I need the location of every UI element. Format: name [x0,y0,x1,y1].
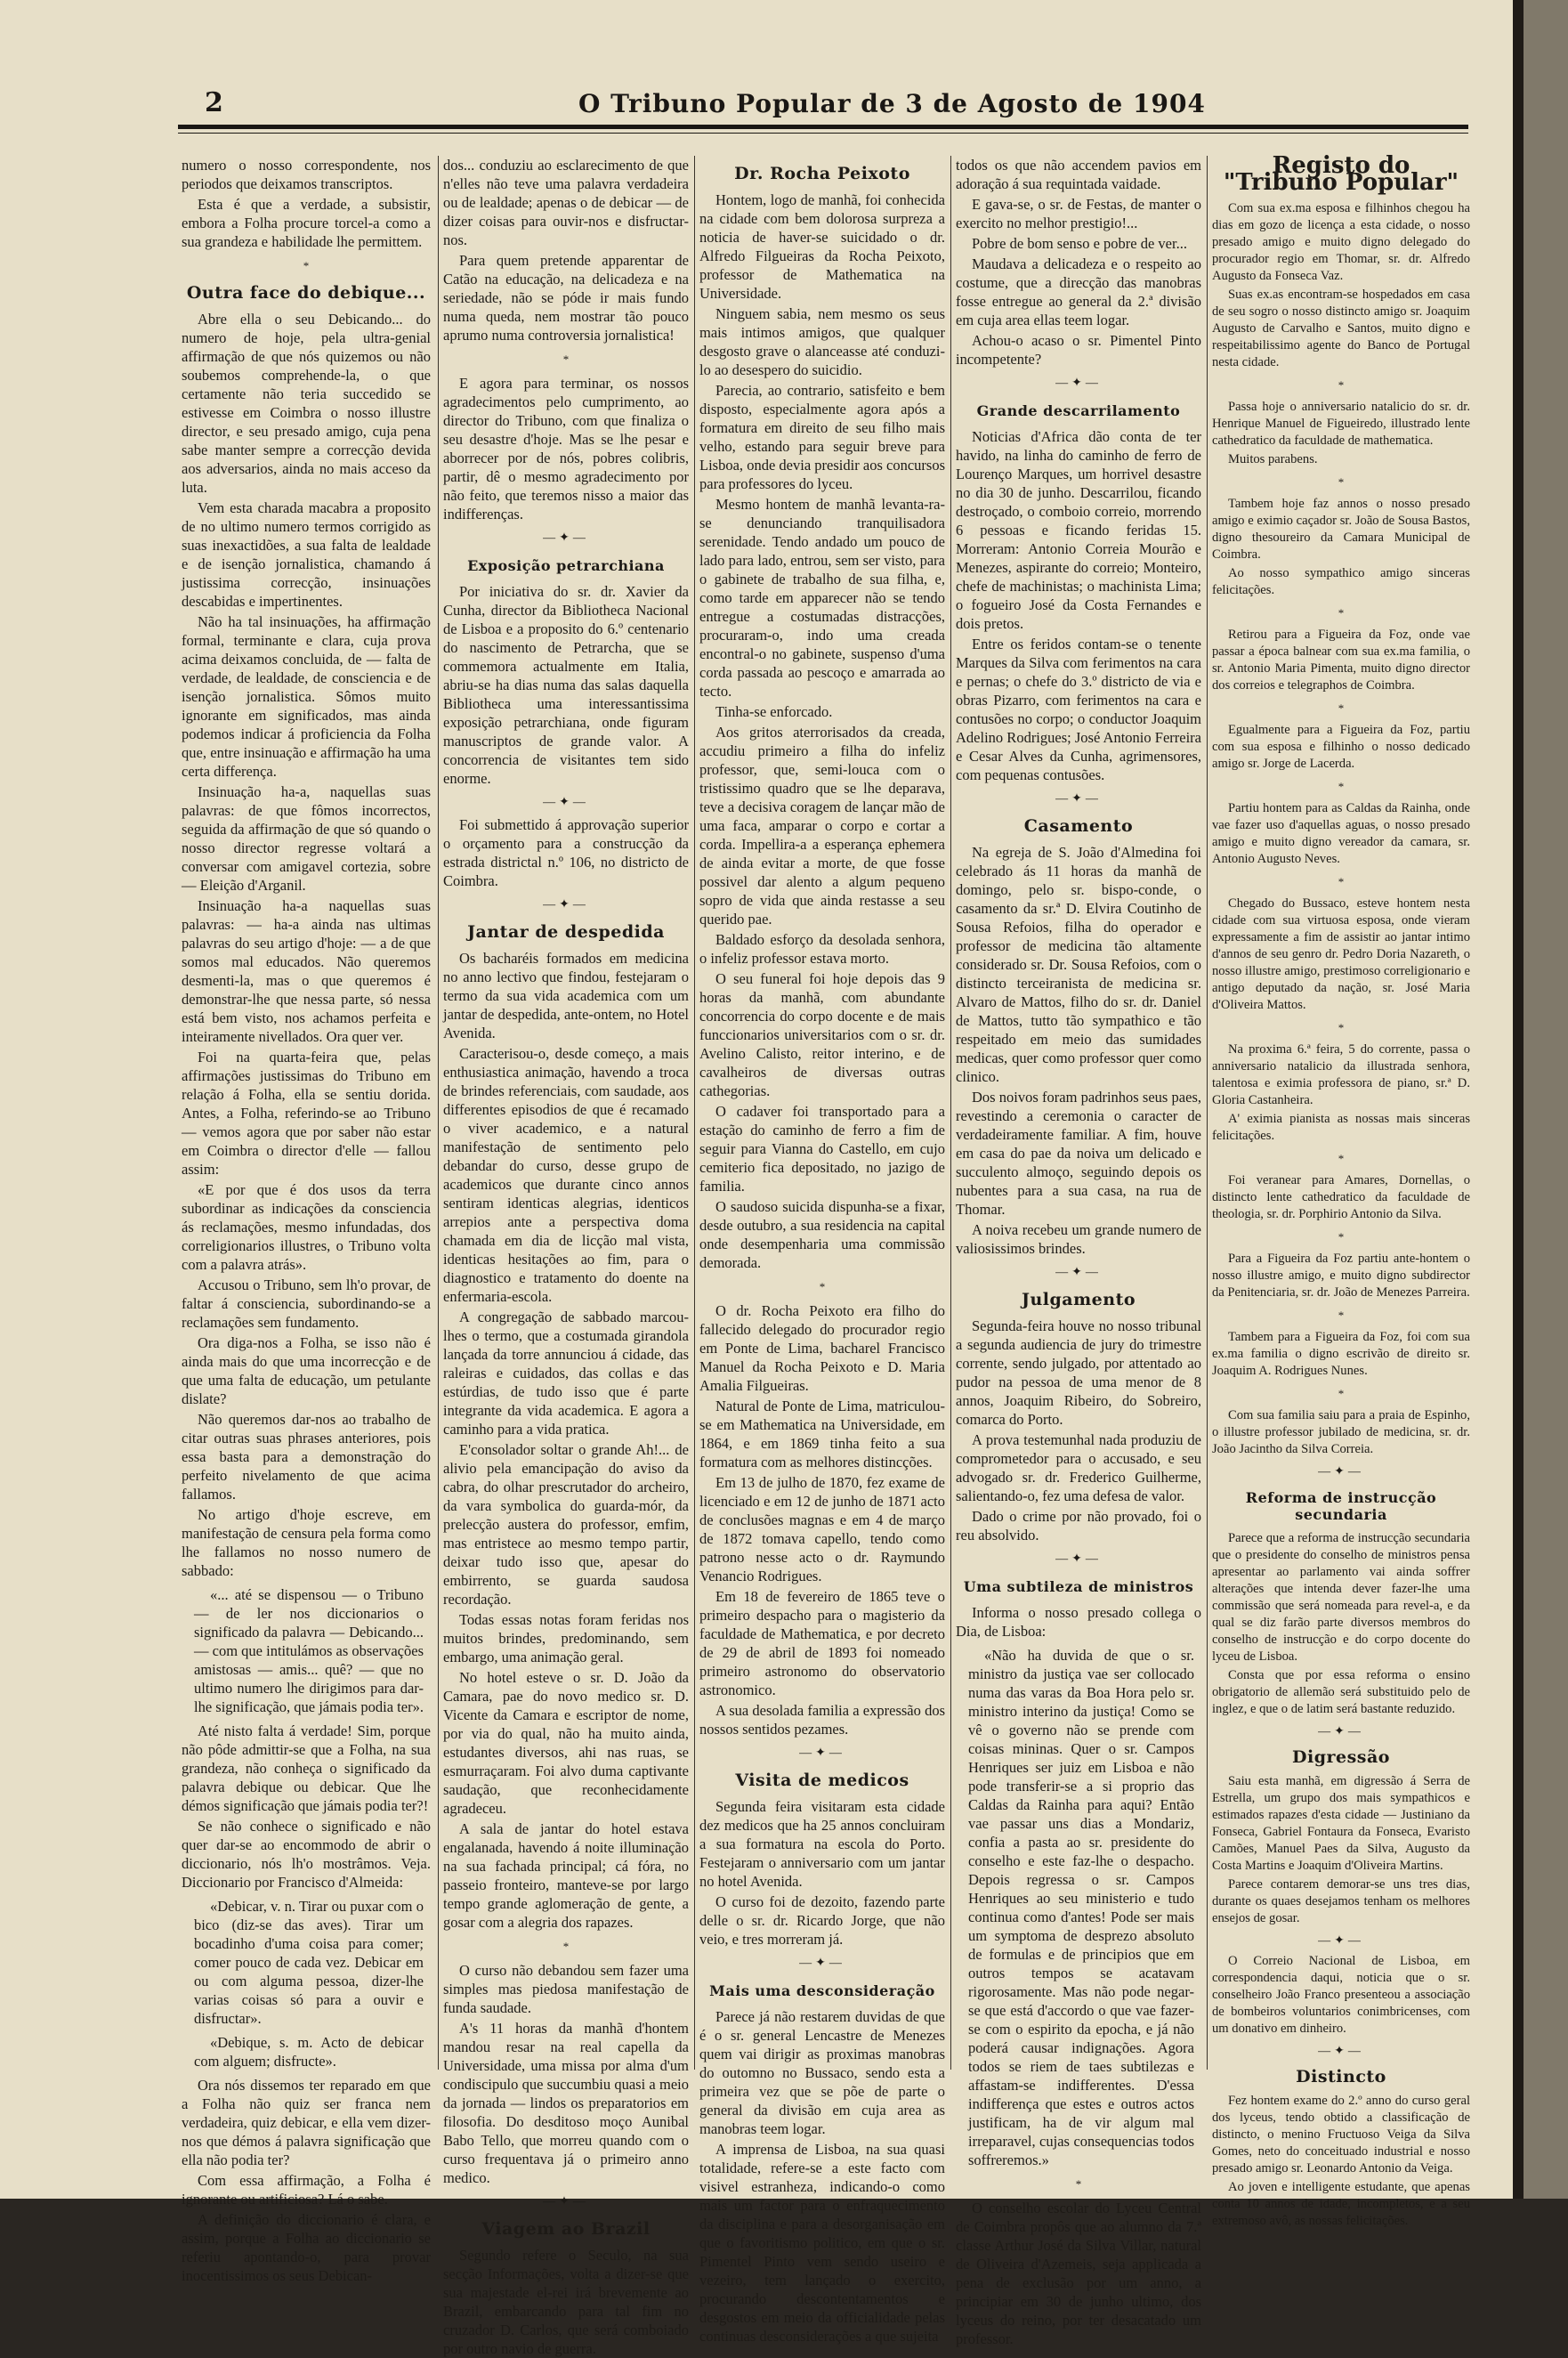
paragraph: Informa o nosso presado collega o Dia, de Lisboa: [956,1604,1201,1640]
masthead [178,87,1477,123]
quote: «... até se dispensou — o Tribuno — de ler nos diccionarios o significado da palavra — Debicando... — com que intitulámos as observações amistosas — amis... quê? — que no ultimo numero lhe dirigimos para dar-lhe significação, que jámais podia ter». [194,1586,424,1715]
paragraph: Noticias d'Africa dão conta de ter havido, na linha do caminho de ferro de Lourenço Marques, um horrivel desastre no dia 30 de junho. Descarrilou, ficando destroçado, o comboio correio, morrendo 6 pessoas e ficando feridas 15. Morreram: Antonio Correia Mourão e Menezes, aspirante do correio; Monteiro, chefe de machinistas; o machinista Lima; o fogueiro José da Costa Fernandes e dois pretos. [956,428,1201,632]
paragraph: Parece que a reforma de instrucção secundaria que o presidente do conselho de ministros pensa apresentar ao parlamento vai ainda soffrer alterações que intenda dever fazer-lhe uma commissão que será nomeada para revel-a, e da qual se diz farão parte diversos membros do conselho de instrucção e do corpo docente do lyceu de Lisboa. [1212,1531,1470,1664]
paragraph: Mesmo hontem de manhã levanta-ra-se denunciando tranquilisadora serenidade. Tendo andado um pouco de lado para lado, entrou, sem ser visto, para o gabinete de trabalho de sua filha, e, como tarde em apparecer não se tendo entregue a costumadas distracções, procuraram-o, indo uma creada encontral-o no gabinete, suspenso d'uma corda passada ao pescoço e amarrada ao tecto. [699,496,945,700]
separator-star: * [562,352,570,366]
column-2 [443,156,689,2357]
ornament-divider: —✦— [1318,1934,1364,1948]
paragraph: Foi submettido á approvação superior o orçamento para a construcção da estrada districtal n.º 106, no districto de Coimbra. [443,816,689,889]
paragraph: Insinuação ha-a, naquellas suas palavras: de que fômos incorrectos, seguida da affirmação de que só quando o nosso director regresse voltará a conversar com amigavel cortezia, sobre — Eleição d'Arganil. [182,783,431,894]
paragraph: Caracterisou-o, desde começo, a mais enthusiastica animação, havendo a troca de brindes referenciais, com saudade, aos differentes episodios de que é recamado o viver academico, e a natural manifestação de sentimento pelo debandar do curso, desse grupo de academicos que durante cinco annos sentiram identicas alegrias, identicos arrepios ante a perspectiva doma chamada em dia de licção mal vista, identicas hesitações ao fim, para o diagnostico e tratamento do doente na enfermaria-escola. [443,1045,689,1305]
paragraph: Até nisto falta á verdade! Sim, porque não pôde admittir-se que a Folha, na sua grandeza, não conheça o significado da palavra debique ou debicar. Que lhe démos significação que jámais podia ter?! [182,1722,431,1814]
paragraph: O conselho escolar do Lyceu Central de Coimbra propôs que ao alumno da 7.ª classe Arthur José da Silva Villar, natural de Oliveira d'Azemeis, seja applicada a pena de exclusão por um anno, a principiar em 30 de junho ultimo, dos lyceus do reino, por ter desacatado um professor. [956,2200,1201,2347]
paragraph: Parecia, ao contrario, satisfeito e bem disposto, especialmente agora após a formatura em direito de seu filho mais velho, estando para seguir breve para Lisboa, onde devia presidir aos concursos para professores do lyceu. [699,382,945,492]
separator-star: * [1338,701,1345,715]
paragraph: Fez hontem exame do 2.º anno do curso geral dos lyceus, tendo obtido a classificação de distincto, o menino Fructuoso Veiga da Silva Gomes, neto do conceituado industrial e nosso presado amigo sr. Leonardo Antonio da Veiga. [1212,2094,1470,2176]
section-title: Exposição petrarchiana [467,557,665,574]
paragraph: Não ha tal insinuações, ha affirmação formal, terminante e clara, cuja prova acima deixamos concluida, de — falta de verdade, de lealdade, de consciencia e de isenção jornalistica. Sômos muito ignorante em significados, mas ainda podemos indicar á proficiencia da Folha que, entre insinuação e affirmação ha uma certa differença. [182,613,431,780]
paragraph: Segunda-feira houve no nosso tribunal a segunda audiencia de jury do trimestre corrente, sendo julgado, por attentado ao pudor na pessoa de uma menor de 8 annos, Joaquim Ribeiro, do Sobreiro, comarca do Porto. [956,1317,1201,1428]
paragraph: dos... conduziu ao esclarecimento de que n'elles não teve uma palavra verdadeira ou de lealdade; apenas o de debicar — de dizer coisas para ouvir-nos e disfructar-nos. [443,157,689,248]
paragraph: Se não conhece o significado e não quer dar-se ao encommodo de abrir o diccionario, nós lh'o mostrâmos. Veja. Diccionario por Francisco d'Almeida: [182,1818,431,1891]
paragraph: Ninguem sabia, nem mesmo os seus mais intimos amigos, que qualquer desgosto grave o alanceasse até conduzi-lo ao desespero do suicidio. [699,305,945,378]
paragraph: Muitos parabens. [1228,452,1318,466]
paragraph: Ao joven e intelligente estudante, que apenas conta 10 annos de idade, incompletos, e a seu extremoso avô, as nossas felicitações. [1212,2180,1470,2228]
paragraph: Em 18 de fevereiro de 1865 teve o primeiro despacho para o magisterio da faculdade de Mathematica, e por decreto de 29 de abril de 1893 foi nomeado primeiro astronomo do observatorio astronomico. [699,1588,945,1698]
paragraph: No hotel esteve o sr. D. João da Camara, pae do novo medico sr. D. Vicente da Camara e escriptor de nome, por via do qual, não ha muito ainda, estudantes diversos, ahi nas ruas, se esmurraçaram. Foi alvo duma captivante saudação, que reconhecidamente agradeceu. [443,1669,689,1817]
paragraph: E agora para terminar, os nossos agradecimentos pelo cumprimento, ao director do Tribuno, com que finaliza o seu desastre d'hoje. Mas se lhe pesar e aborrecer por de nós, pobres colibris, partir, dê o mesmo agradecimento por não feito, que teremos nisso a maior das indifferenças. [443,375,689,523]
paragraph: Vem esta charada macabra a proposito de no ultimo numero termos corrigido as suas inexactidões, a sua falta de lealdade e de isenção jornalistica, chamando á justissima correcção, insinuações descabidas e impertinentes. [182,499,431,610]
adjacent-page-strip [1524,0,1568,2199]
ornament-divider: —✦— [799,1957,845,1970]
paragraph: A congregação de sabbado marcou-lhes o termo, que a costumada girandola lançada da torre annunciou á cidade, das raleiras e cuidados, das collas e das estúrdias, de tudo isso que é parte integrante da vida academica. E agora a caminho para a vida pratica. [443,1309,689,1438]
paragraph: Ora nós dissemos ter reparado em que a Folha não quiz ser franca nem verdadeira, quiz debicar, e ella vem dizer-nos que démos á palavra significação que ella não podia ter? [182,2077,431,2168]
paragraph: O curso não debandou sem fazer uma simples mas piedosa manifestação de funda saudade. [443,1962,689,2016]
section-title: Casamento [1023,816,1134,836]
paragraph: A' eximia pianista as nossas mais sinceras felicitações. [1212,1112,1470,1143]
paragraph: A sala de jantar do hotel estava engalanada, havendo á noite illuminação na sua fachada principal; cá fóra, no passeio fronteiro, manteve-se por largo tempo grande aglomeração de gente, a gosar com a alegria dos rapazes. [443,1820,689,1931]
section-title: Julgamento [1021,1290,1136,1309]
paragraph: Tambem para a Figueira da Foz, foi com sua ex.ma familia o digno escrivão de direito sr. Joaquim A. Rodrigues Nunes. [1212,1330,1470,1378]
separator-star: * [1338,378,1345,392]
ornament-divider: —✦— [1055,792,1102,806]
paragraph: Os bacharéis formados em medicina no anno lectivo que findou, festejaram o termo da sua vida academica com um jantar de despedida, ante-ontem, no Hotel Avenida. [443,950,689,1041]
paragraph: E gava-se, o sr. de Festas, de manter o exercito no melhor prestigio!... [956,196,1201,231]
paragraph: Não queremos dar-nos ao trabalho de citar outras suas phrases anteriores, pois essa basta para a demonstração do perfeito nivelamento de que acima fallamos. [182,1411,431,1503]
paragraph: Achou-o acaso o sr. Pimentel Pinto incompetente? [956,332,1201,368]
paragraph: todos os que não accendem pavios em adoração á sua requintada vaidade. [956,157,1201,192]
ornament-divider: —✦— [543,2195,589,2208]
paragraph: Ao nosso sympathico amigo sinceras felicitações. [1212,566,1470,597]
paragraph: Com sua familia saiu para a praia de Espinho, o illustre professor jubilado de medicina, sr. dr. João Jacintho da Silva Correia. [1212,1408,1470,1456]
paragraph: Dos noivos foram padrinhos seus paes, revestindo a ceremonia o caracter de verdadeiramente familiar. A fim, houve em casa do pae da noiva um delicado e succulento almoço, seguindo depois os nubentes para a sua casa, na rua de Thomar. [956,1089,1201,1218]
paragraph: Retirou para a Figueira da Foz, onde vae passar a época balnear com sua ex.ma familia, o sr. Antonio Maria Pimenta, muito digno director dos correios e telegraphos de Coimbra. [1212,628,1470,693]
paragraph: Saiu esta manhã, em digressão á Serra de Estrella, um grupo dos mais sympathicos e estimados rapazes d'esta cidade — Justiniano da Fonseca, Gabriel Fontaura da Fonseca, Evaristo Camões, Manuel Paes da Silva, Augusto da Costa Martins e Joaquim d'Oliveira Martins. [1212,1774,1470,1873]
paragraph: A noiva recebeu um grande numero de valiosissimos brindes. [956,1221,1201,1257]
paragraph: Com sua ex.ma esposa e filhinhos chegou ha dias em gozo de licença a esta cidade, o nosso presado amigo e muito digno delegado do procurador regio em Thomar, sr. dr. Alfredo Augusto da Fonseca Vaz. [1212,201,1470,283]
ornament-divider: —✦— [1055,377,1102,390]
paragraph: A prova testemunhal nada produziu de comprometedor para o accusado, e seu advogado sr. dr. Frederico Guilherme, salientando-o, fez uma defesa de valor. [956,1431,1201,1504]
paragraph: Foi na quarta-feira que, pelas affirmações justissimas do Tribuno em relação á Folha, ella se sentiu dorida. Antes, a Folha, referindo-se ao Tribuno — vemos agora que por saber não estar em Coimbra o director d'elle — fallou assim: [182,1049,431,1178]
ornament-divider: —✦— [799,1746,845,1760]
paragraph: A sua desolada familia a expressão dos nossos sentidos pezames. [699,1702,945,1738]
paragraph: Egualmente para a Figueira da Foz, partiu com sua esposa e filhinho o nosso dedicado amigo sr. Jorge de Lacerda. [1212,723,1470,771]
paragraph: Parece já não restarem duvidas de que é o sr. general Lencastre de Menezes quem vai dirigir as proximas manobras do outomno no Bussaco, sendo esta a primeira vez que se põe de parte o general da divisão em cuja area as manobras teem logar. [699,2008,945,2137]
paragraph: O seu funeral foi hoje depois das 9 horas da manhã, com abundante concorrencia do corpo docente e de mais funccionarios universitarios com o sr. dr. Avelino Calisto, reitor interino, e de cavalheiros de diversas outras cathegorias. [699,970,945,1099]
paragraph: numero o nosso correspondente, nos periodos que deixamos transcriptos. [182,157,431,192]
paragraph: Foi veranear para Amares, Dornellas, o distincto lente cathedratico da faculdade de theologia, sr. dr. Porphirio Antonio da Silva. [1212,1173,1470,1221]
paragraph: Segunda feira visitaram esta cidade dez medicos que ha 25 annos concluiram a sua formatura na escola do Porto. Festejaram o anniversario com um jantar no hotel Avenida. [699,1798,945,1890]
paragraph: O saudoso suicida dispunha-se a fixar, desde outubro, a sua residencia na capital onde desempenharia uma commissão demorada. [699,1198,945,1271]
section-title: Dr. Rocha Peixoto [734,164,910,183]
section-title: Distincto [1296,2067,1386,2087]
paragraph: A imprensa de Lisboa, na sua quasi totalidade, refere-se a este facto com visivel estranheza, indicando-o como mais um factor para o enfraquecimento da disciplina e para a desorganisação em que o favoritismo politico, em que o sr. Pimentel Pinto vem sendo useiro e vezeiro, tem lançado o exercito, procurando descontentamentos e desgostos em meio da officialidade pelas continuas desconsiderações a que sujeita [699,2141,945,2345]
separator-star: * [1338,1152,1345,1165]
column-rule [1207,156,1208,2070]
ornament-divider: —✦— [543,898,589,912]
paragraph: Consta que por essa reforma o ensino obrigatorio de allemão será substituido pelo de inglez, e que o de latim será bastante reduzido. [1212,1668,1470,1716]
separator-star: * [1338,1309,1345,1322]
paragraph: Hontem, logo de manhã, foi conhecida na cidade com bem dolorosa surpreza a noticia de haver-se suicidado o dr. Alfredo Filgueiras da Rocha Peixoto, professor de Mathematica na Universidade. [699,191,945,302]
column-rule [950,156,951,2070]
paragraph: Baldado esforço da desolada senhora, o infeliz professor estava morto. [699,931,945,967]
separator-star: * [1338,875,1345,888]
running-title: O Tribuno Popular de 3 de Agosto de 1904 [578,89,1206,118]
separator-star: * [819,1280,826,1293]
paragraph: O Correio Nacional de Lisboa, em correspondencia daqui, noticia que o sr. conselheiro João Franco presenteou a associação de bombeiros voluntarios conimbricenses, com um donativo em dinheiro. [1212,1954,1470,2036]
column-3 [699,156,945,2345]
paragraph: Pobre de bom senso e pobre de ver... [972,235,1187,252]
paragraph: Entre os feridos contam-se o tenente Marques da Silva com ferimentos na cara e pernas; o chefe do 3.º districto de via e obras Pizarro, com ferimentos na cara e contusões no corpo; o conductor Joaquim Adelino Rodrigues; José Antonio Ferreira e Cesar Alves da Cunha, agrimensores, com pequenas contusões. [956,636,1201,783]
ornament-divider: —✦— [1318,1725,1364,1738]
paragraph: Esta é que a verdade, a subsistir, embora a Folha procure torcel-a como a sua grandeza e habilidade lhe permittem. [182,196,431,250]
paragraph: A's 11 horas da manhã d'hontem mandou resar na real capella da Universidade, uma missa por alma d'um condiscipulo que succumbiu quasi a meio da jornada — lindos os preparatorios em filosofia. Do desditoso moço Aunibal Babo Tello, que morreu quando com o curso frequentava já o primeiro anno medico. [443,2020,689,2186]
ornament-divider: —✦— [1055,1552,1102,1566]
paragraph: Natural de Ponte de Lima, matriculou-se em Mathematica na Universidade, em 1864, e em 1869 tinha feito a sua formatura com as melhores distincções. [699,1398,945,1471]
quote: «Debique, s. m. Acto de debicar com alguem; disfructe». [194,2034,424,2070]
section-title: Viagem ao Brazil [481,2219,651,2239]
paragraph: O cadaver foi transportado para a estação do caminho de ferro a fim de seguir para Vianna do Castello, em cujo cemiterio fica depositado, no jazigo de familia. [699,1103,945,1195]
separator-star: * [1338,475,1345,489]
separator-star: * [1338,1021,1345,1034]
separator-star: * [303,259,310,272]
paragraph: Segundo refere o Seculo, na sua secção Informações, volta a dizer-se que sua majestade el-rei irá brevemente ao Brazil, embarcando para tal fim no cruzador D. Carlos, que será comboiado por outro navio de guerra. [443,2247,689,2357]
paragraph: O dr. Rocha Peixoto era filho do fallecido delegado do procurador regio em Ponte de Lima, bacharel Francisco Manuel da Rocha Peixoto e D. Maria Amalia Filgueiras. [699,1302,945,1394]
quote: «Não ha duvida de que o sr. ministro da justiça vae ser collocado numa das varas da Boa Hora pelo sr. ministro interino da justiça! Como se vê o governo não se prende com coisas mininas. Quer o sr. Campos Henriques ser juiz em Lisboa e não pode transferir-se a si proprio das Caldas da Rainha para aqui? Então vae passar uns dias a Mondariz, confia a pasta ao sr. presidente do conselho e este faz-lhe o despacho. Depois regressa o sr. Campos Henriques ao seu ministerio e tudo continua como d'antes! Pode ser mais um symptoma de desprezo absoluto de formulas e de principios que em outros tempos se acatavam rigorosamente. Mas não pode negar-se que está d'accordo o que vae fazer-se com o espirito da epocha, e já não poderá causar indignações. Agora todos se riem de taes subtilezas e affastam-se indifferentes. D'essa indifferença que estes e outros actos justificam, ha de vir algum mal irreparavel, cujas consequencias todos soffreremos.» [968,1647,1194,2168]
registo-heading: Registo do "Tribuno Popular" [1223,152,1459,196]
ornament-divider: —✦— [543,531,589,545]
paragraph: Chegado do Bussaco, esteve hontem nesta cidade com sua virtuosa esposa, onde vieram expressamente a fim de assistir ao jantar intimo d'annos de seu genro dr. Pedro Doria Nazareth, o nosso illustre amigo, prestimoso correligionario e antigo deputado da nação, sr. José Maria d'Oliveira Mattos. [1212,896,1470,1012]
quote: «E por que é dos usos da terra subordinar as indicações da consciencia ás reclamações, mesmo infundadas, dos correligionarios illustres, o Tribuno volta com a palavra atrás». [182,1181,431,1273]
column-5 [1212,152,1470,2228]
ornament-divider: —✦— [1318,1465,1364,1479]
separator-star: * [1338,1387,1345,1400]
paragraph: Maudava a delicadeza e o respeito ao costume, que a direcção das manobras fosse entregue ao general da 2.ª divisão em cuja area ellas teem logar. [956,255,1201,328]
separator-star: * [562,1940,570,1953]
section-title: Jantar de despedida [467,922,665,942]
paragraph: Suas ex.as encontram-se hospedados em casa de seu sogro o nosso distincto amigo sr. Joaquim Augusto de Carvalho e Santos, muito digno e respeitabilissimo agente do Banco de Portugal nesta cidade. [1212,288,1470,369]
paragraph: Abre ella o seu Debicando... do numero de hoje, pela ultra-genial affirmação de que nós quizemos ou não soubemos comprehende-la, o que certamente não teria succedido se estivesse em Coimbra o nosso illustre director, e seu presado amigo, cuja pena sabe manter sempre a correcção devida aos adversarios, ainda no mais acceso da luta. [182,311,431,496]
paragraph: Em 13 de julho de 1870, fez exame de licenciado e em 12 de junho de 1871 acto de conclusões magnas e em 4 de março de 1872 tomava capello, tendo como patrono nesse acto o dr. Raymundo Venancio Rodrigues. [699,1474,945,1584]
paragraph: O curso foi de dezoito, fazendo parte delle o sr. dr. Ricardo Jorge, que não veio, e tres morreram já. [699,1893,945,1948]
page-number: 2 [205,87,223,118]
paragraph: A definição do diccionario é clara, e assim, porque a Folha ao diccionario se referiu apontando-o, para provar inocentissimos os seus Debican- [182,2211,431,2284]
section-title: Mais uma desconsideração [709,1982,935,1999]
paragraph: Insinuação ha-a naquellas suas palavras: — ha-a ainda nas ultimas palavras do seu artigo d'hoje: — a de que somos mal educados. Não queremos desmenti-la, mas o que queremos é demonstrar-lhe que nessa parte, só nessa está bem visto, nos achamos perfeita e inteiramente nivellados. Ora quer ver. [182,897,431,1045]
separator-star: * [1338,606,1345,620]
paragraph: Accusou o Tribuno, sem lh'o provar, de faltar á consciencia, subordinando-se a reclamações sem fundamento. [182,1276,431,1331]
section-title: Reforma de instrucção secundaria [1245,1489,1437,1523]
header-rule-thick [178,125,1468,129]
separator-star: * [1338,1230,1345,1244]
paragraph: Parece contarem demorar-se uns tres dias, durante os quaes desejamos tenham os melhores ensejos de gosar. [1212,1877,1470,1925]
paragraph: Passa hoje o anniversario natalicio do sr. dr. Henrique Manuel de Figueiredo, illustrado lente cathedratico da faculdade de mathematica. [1212,400,1470,448]
ornament-divider: —✦— [1055,1266,1102,1279]
column-1 [182,156,431,2284]
ornament-divider: —✦— [543,796,589,809]
paragraph: E'consolador soltar o grande Ah!... de alivio pela emancipação do aviso da cabra, do olhar prescrutador do archeiro, da vara symbolica do guarda-mór, da prelecção austera do professor, emfim, mas entristece ao mesmo tempo partir, deixar tudo isso que, apesar do embirrento, se guarda saudosa recordação. [443,1441,689,1608]
section-title: Grande descarrilamento [976,402,1181,419]
paragraph: Com essa affirmação, a Folha é ignorante ou artificiosa? Lá o sabe. [182,2172,431,2208]
separator-star: * [1075,2177,1082,2191]
paragraph: Na proxima 6.ª feira, 5 do corrente, passa o anniversario natalicio da illustrada senhora, talentosa e eximia professora de piano, sr.ª D. Gloria Castanheira. [1212,1042,1470,1107]
paragraph: Tinha-se enforcado. [715,703,833,720]
column-rule [438,156,439,2070]
section-title: Outra face do debique... [186,283,426,303]
column-4 [956,156,1201,2347]
paragraph: Para quem pretende apparentar de Catão na educação, na delicadeza e na seriedade, não se póde ir mais fundo numa queda, nem mostrar tão pouco aprumo numa controversia jornalistica! [443,252,689,344]
column-rule [694,156,695,2070]
section-title: Digressão [1292,1747,1390,1767]
paragraph: Todas essas notas foram feridas nos muitos brindes, predominando, sem embargo, uma animação geral. [443,1611,689,1665]
paragraph: Tambem hoje faz annos o nosso presado amigo e eximio caçador sr. João de Sousa Bastos, digno thesoureiro da Camara Municipal de Coimbra. [1212,497,1470,562]
header-rule-thin [178,133,1468,134]
paragraph: Ora diga-nos a Folha, se isso não é ainda mais do que uma incorrecção e de que uma falta de educação, um petulante dislate? [182,1334,431,1407]
ornament-divider: —✦— [1318,2045,1364,2058]
paragraph: No artigo d'hoje escreve, em manifestação de censura pela forma como lhe fallamos no nosso numero de sabbado: [182,1506,431,1579]
separator-star: * [1338,780,1345,793]
paragraph: Dado o crime por não provado, foi o reu absolvido. [956,1508,1201,1544]
paragraph: Aos gritos aterrorisados da creada, accudiu primeiro a filha do infeliz professor, que, semi-louca com o tristissimo quadro que se lhe deparava, teve a decisiva coragem de lançar mão de uma faca, amparar o corpo e cortar a corda. Impellira-a a esperança ephemera de ainda evitar a morte, de que fosse possivel dar alento a algum pequeno sopro de vida que ainda restasse a seu querido pae. [699,724,945,928]
paragraph: Por iniciativa do sr. dr. Xavier da Cunha, director da Bibliotheca Nacional de Lisboa e a proposito do 6.º centenario do nascimento de Petrarcha, que se commemora actualmente em Italia, abriu-se ha dias numa das salas daquella Bibliotheca uma interessantissima exposição petrarchiana, onde figuram manuscriptos de grande valor. A concorrencia de visitantes tem sido enorme. [443,583,689,787]
paragraph: Partiu hontem para as Caldas da Rainha, onde vae fazer uso d'aquellas aguas, o nosso presado amigo e muito digno vereador da camara, sr. Antonio Augusto Neves. [1212,801,1470,866]
section-title: Uma subtileza de ministros [963,1578,1194,1595]
quote: «Debicar, v. n. Tirar ou puxar com o bico (diz-se das aves). Tirar um bocadinho d'uma coisa para comer; comer pouco de cada vez. Debicar em ou com alguma pessoa, dizer-lhe varias coisas só para a ouvir e disfructar». [194,1898,424,2027]
paragraph: Para a Figueira da Foz partiu ante-hontem o nosso illustre amigo, e muito digno subdirector da Penitenciaria, sr. dr. João de Menezes Parreira. [1212,1252,1470,1300]
paragraph: Na egreja de S. João d'Almedina foi celebrado ás 11 horas da manhã de domingo, pelo sr. bispo-conde, o casamento da sr.ª D. Elvira Coutinho de Sousa Refoios, filha do operador e professor de medicina tão altamente considerado sr. Dr. Sousa Refoios, com o distincto terceiranista de medicina sr. Alvaro de Mattos, filho do sr. dr. Daniel de Mattos, tutto tão sympathico e tão respeitado em meio das sumidades medicas, quer como professor quer como clinico. [956,844,1201,1085]
section-title: Visita de medicos [735,1771,909,1790]
